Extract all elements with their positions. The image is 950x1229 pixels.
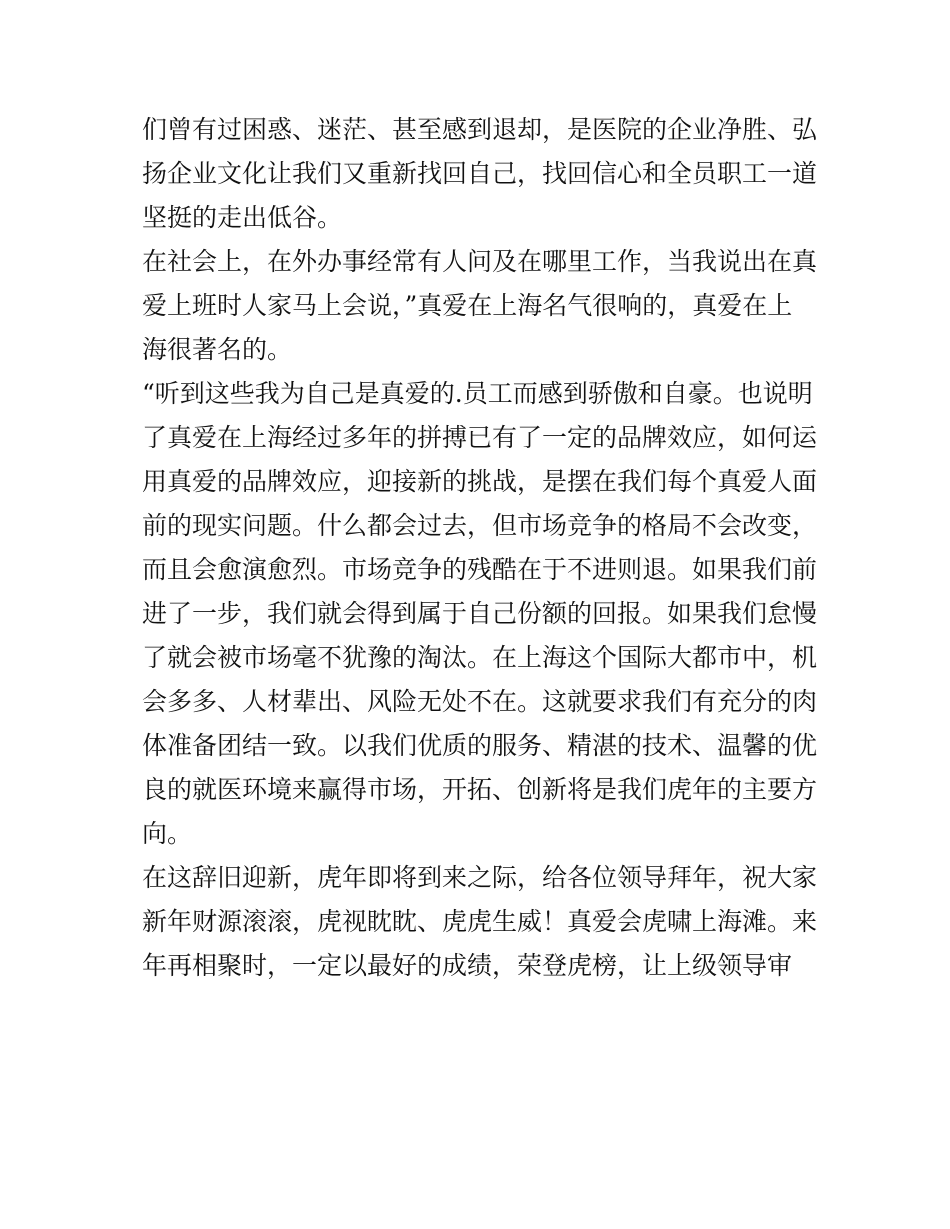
text-line: 前的现实问题。什么都会过去，但市场竞争的格局不会改变， <box>142 511 818 540</box>
text-line: 会多多、人材辈出、风险无处不在。这就要求我们有充分的肉 <box>142 687 818 716</box>
text-line: 用真爱的品牌效应，迎接新的挑战，是摆在我们每个真爱人面 <box>142 467 818 496</box>
text-line: 体准备团结一致。以我们优质的服务、精湛的技术、温馨的优 <box>142 731 818 760</box>
paragraph-2 <box>142 240 822 372</box>
text-line: 良的就医环境来赢得市场，开拓、创新将是我们虎年的主要方 <box>142 775 818 804</box>
text-line: 新年财源滚滚，虎视眈眈、虎虎生威！真爱会虎啸上海滩。来 <box>142 907 818 936</box>
text-line: 扬企业文化让我们又重新找回自己，找回信心和全员职工一道 <box>142 159 818 188</box>
text-line: 在这辞旧迎新，虎年即将到来之际，给各位领导拜年，祝大家 <box>142 863 818 892</box>
paragraph-1 <box>142 108 822 240</box>
text-line: 进了一步，我们就会得到属于自己份额的回报。如果我们怠慢 <box>142 599 818 628</box>
text-line: 年再相聚时，一定以最好的成绩，荣登虎榜，让上级领导审 <box>142 951 793 980</box>
text-line: 向。 <box>142 819 193 848</box>
text-line: 们曾有过困惑、迷茫、甚至感到退却，是医院的企业净胜、弘 <box>142 115 818 144</box>
text-line: “听到这些我为自己是真爱的.员工而感到骄傲和自豪。也说明 <box>142 379 813 408</box>
paragraph-3 <box>142 372 822 856</box>
text-line: 了真爱在上海经过多年的拼搏已有了一定的品牌效应，如何运 <box>142 423 818 452</box>
text-line: 爱上班时人家马上会说，”真爱在上海名气很响的，真爱在上 <box>142 291 793 320</box>
text-line: 在社会上，在外办事经常有人问及在哪里工作，当我说出在真 <box>142 247 818 276</box>
text-line: 了就会被市场毫不犹豫的淘汰。在上海这个国际大都市中，机 <box>142 643 818 672</box>
document-page <box>142 108 822 988</box>
text-line: 海很著名的。 <box>142 335 293 364</box>
text-line: 而且会愈演愈烈。市场竞争的残酷在于不进则退。如果我们前 <box>142 555 818 584</box>
paragraph-4 <box>142 856 822 988</box>
text-line: 坚挺的走出低谷。 <box>142 203 343 232</box>
